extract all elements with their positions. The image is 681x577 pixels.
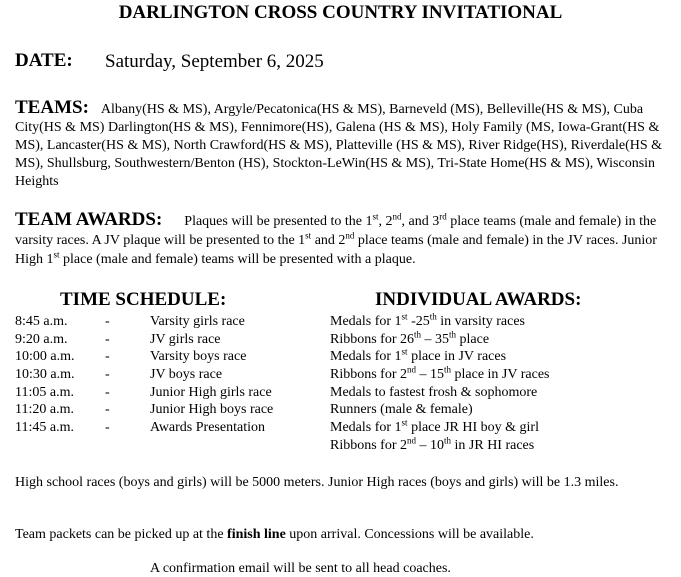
- award-item: Runners (male & female): [330, 402, 473, 418]
- schedule-heading: TIME SCHEDULE:: [60, 289, 227, 310]
- individual-awards-heading: INDIVIDUAL AWARDS:: [375, 289, 582, 310]
- schedule-time: 8:45 a.m.: [15, 314, 68, 329]
- schedule-event: Varsity boys race: [150, 349, 247, 365]
- team-awards-section: [15, 210, 665, 269]
- team-awards-label: TEAM AWARDS:: [15, 209, 163, 230]
- award-item: Ribbons for 2nd – 10th in JR HI races: [330, 435, 535, 453]
- schedule-time: 9:20 a.m.: [15, 331, 68, 347]
- award-item: Medals for 1st place in JV races: [330, 346, 507, 365]
- finish-line-text: finish line: [227, 527, 286, 542]
- schedule-event: JV girls race: [150, 331, 221, 347]
- award-item: Medals to fastest frosh & sophomore: [330, 384, 538, 400]
- schedule-event: Varsity girls race: [150, 314, 245, 329]
- teams-label: TEAMS:: [15, 97, 89, 118]
- distance-note: High school races (boys and girls) will be 5000 meters. Junior High races (boys and girls) will be 1.3 miles.: [15, 475, 619, 490]
- page-title: DARLINGTON CROSS COUNTRY INVITATIONAL: [118, 2, 563, 23]
- award-item: Medals for 1st place JR HI boy & girl: [330, 417, 539, 436]
- schedule-time: 11:45 a.m.: [15, 420, 74, 436]
- schedule-time: 10:30 a.m.: [15, 367, 75, 383]
- confirmation-note: A confirmation email will be sent to all head coaches.: [150, 561, 451, 576]
- teams-section: [15, 99, 665, 191]
- schedule-event: Awards Presentation: [150, 420, 265, 436]
- schedule-time: 10:00 a.m.: [15, 349, 75, 365]
- date-value: Saturday, September 6, 2025: [105, 51, 324, 72]
- date-label: DATE:: [15, 50, 73, 71]
- schedule-event: Junior High boys race: [150, 402, 274, 418]
- packets-note: Team packets can be picked up at the finish line upon arrival. Concessions will be available.: [15, 527, 534, 542]
- schedule-time: 11:20 a.m.: [15, 402, 74, 418]
- award-item: Medals for 1st -25th in varsity races: [330, 311, 525, 329]
- teams-list: Albany(HS & MS), Argyle/Pecatonica(HS & MS), Barneveld (MS), Belleville(HS & MS), Cuba City(HS & MS) Darlington(HS & MS), Fennimore(HS), Galena (HS & MS), Holy Family (MS, Iowa-Grant(HS & MS), Lancaster(HS & MS), North Crawford(HS & MS), Platteville (HS & MS), River Ridge(HS), Riverdale(HS & MS), Shullsburg, Southwestern/Benton (HS), Stockton-LeWin(HS & MS), Tri-State Home(HS & MS), Wisconsin Heights: [15, 102, 663, 189]
- award-item: Ribbons for 2nd – 15th place in JV races: [330, 364, 550, 383]
- schedule-time: 11:05 a.m.: [15, 384, 74, 400]
- schedule-event: JV boys race: [150, 367, 223, 383]
- individual-awards-list: [330, 311, 550, 456]
- schedule-event: Junior High girls race: [150, 384, 272, 400]
- award-item: Ribbons for 26th – 35th place: [330, 329, 490, 347]
- team-awards-text: Plaques will be presented to the 1st, 2nd, and 3rd place teams (male and female) in the varsity races. A JV plaque will be presented to the 1st and 2nd place teams (male and female) in the JV races. Junior High 1st place (male and female) teams will be presented with a plaque.: [15, 211, 657, 267]
